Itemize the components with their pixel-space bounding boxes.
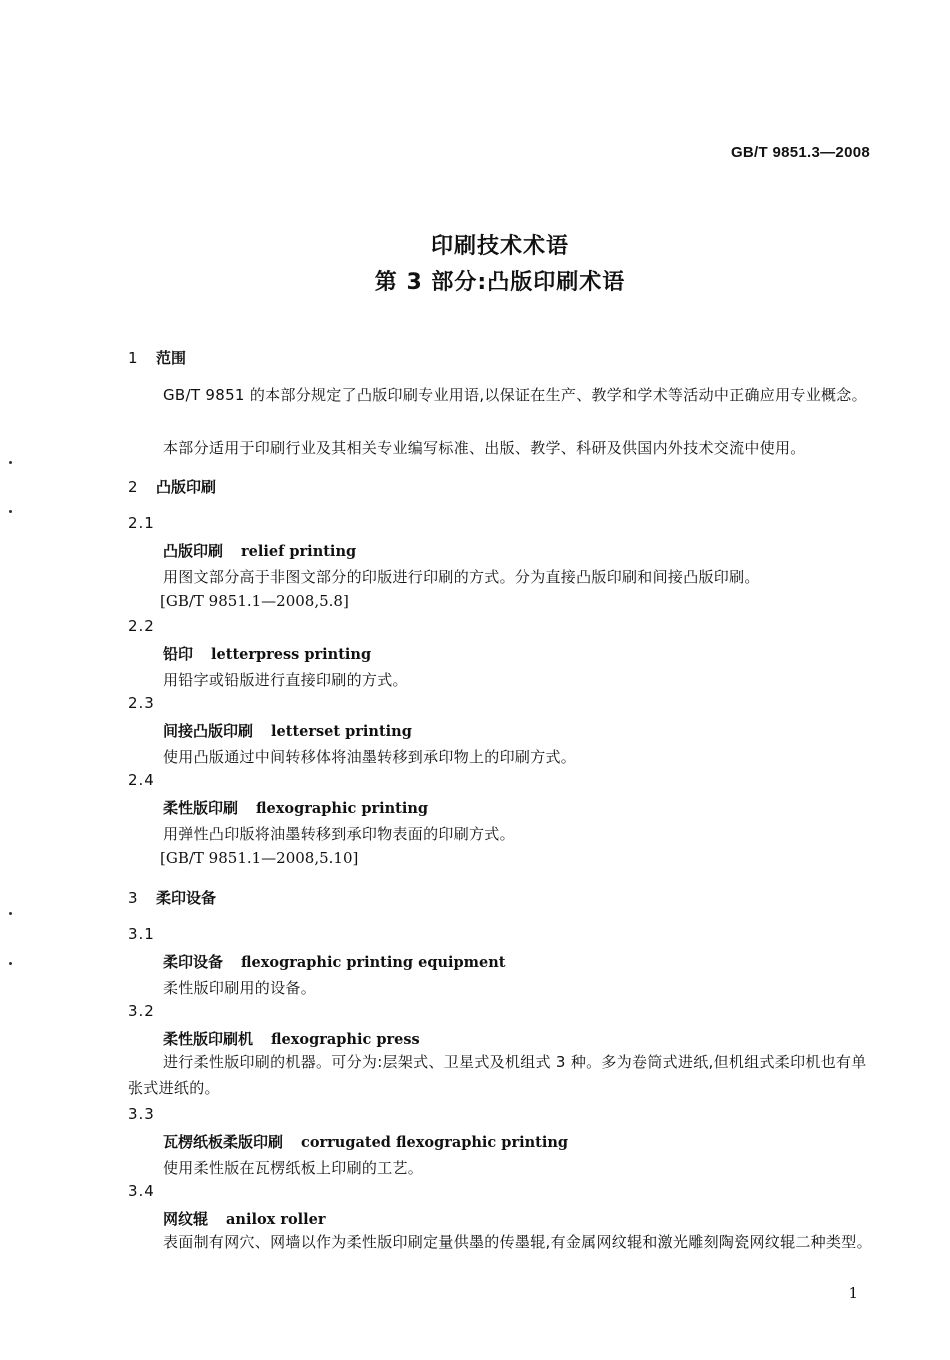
term-definition: 使用凸版通过中间转移体将油墨转移到承印物上的印刷方式。	[163, 748, 577, 766]
clause-number: 2.1	[128, 514, 155, 532]
term-en: flexographic printing equipment	[241, 954, 506, 971]
section-number: 2	[128, 478, 138, 496]
scope-paragraph-1: GB/T 9851 的本部分规定了凸版印刷专业用语,以保证在生产、教学和学术等活动中正确应用专业概念。	[163, 386, 867, 404]
document-subtitle: 第 3 部分:凸版印刷术语	[374, 270, 626, 295]
section-heading-3	[128, 887, 216, 908]
standard-number: GB/T 9851.3—2008	[730, 144, 870, 161]
term-entry	[163, 643, 371, 664]
section-title: 范围	[156, 349, 187, 367]
clause-number: 2.3	[128, 694, 155, 712]
section-title: 柔印设备	[156, 889, 217, 907]
clause-number: 2.2	[128, 617, 155, 635]
term-definition: 表面制有网穴、网墙以作为柔性版印刷定量供墨的传墨辊,有金属网纹辊和激光雕刻陶瓷网纹辊二种类型。	[163, 1233, 872, 1251]
term-en: letterset printing	[271, 723, 412, 740]
clause-number: 3.3	[128, 1105, 155, 1123]
term-en: anilox roller	[226, 1211, 326, 1228]
term-entry	[163, 540, 356, 561]
clause-number: 3.4	[128, 1182, 155, 1200]
term-entry	[163, 951, 505, 972]
term-entry	[163, 797, 428, 818]
section-number: 1	[128, 349, 138, 367]
term-cn: 间接凸版印刷	[163, 722, 254, 740]
term-cn: 柔印设备	[163, 953, 224, 971]
document-title: 印刷技术术语	[430, 234, 569, 259]
term-en: letterpress printing	[211, 646, 372, 663]
term-cn: 网纹辊	[163, 1210, 209, 1228]
scan-mark	[9, 962, 12, 965]
term-cn: 瓦楞纸板柔版印刷	[163, 1133, 284, 1151]
term-definition: 柔性版印刷用的设备。	[163, 979, 317, 997]
scan-mark	[9, 912, 12, 915]
term-entry	[163, 1208, 326, 1229]
term-reference: [GB/T 9851.1—2008,5.8]	[160, 592, 349, 610]
section-heading-1	[128, 347, 186, 368]
section-number: 3	[128, 889, 138, 907]
term-definition: 用弹性凸印版将油墨转移到承印物表面的印刷方式。	[163, 825, 515, 843]
page-number: 1	[848, 1284, 858, 1302]
term-definition: 使用柔性版在瓦楞纸板上印刷的工艺。	[163, 1159, 424, 1177]
term-en: relief printing	[241, 543, 357, 560]
scan-mark	[9, 510, 12, 513]
term-entry	[163, 720, 412, 741]
term-en: corrugated flexographic printing	[301, 1134, 569, 1151]
scan-mark	[9, 461, 12, 464]
term-entry	[163, 1028, 420, 1049]
term-en: flexographic press	[271, 1031, 420, 1048]
clause-number: 3.1	[128, 925, 155, 943]
term-reference: [GB/T 9851.1—2008,5.10]	[160, 849, 359, 867]
term-cn: 柔性版印刷	[163, 799, 239, 817]
term-cn: 柔性版印刷机	[163, 1030, 254, 1048]
section-title: 凸版印刷	[156, 478, 217, 496]
term-cn: 凸版印刷	[163, 542, 224, 560]
term-entry	[163, 1131, 568, 1152]
term-definition: 用铅字或铅版进行直接印刷的方式。	[163, 671, 408, 689]
term-definition: 用图文部分高于非图文部分的印版进行印刷的方式。分为直接凸版印刷和间接凸版印刷。	[163, 568, 760, 586]
term-cn: 铅印	[163, 645, 194, 663]
section-heading-2	[128, 476, 216, 497]
clause-number: 3.2	[128, 1002, 155, 1020]
scope-paragraph-2: 本部分适用于印刷行业及其相关专业编写标准、出版、教学、科研及供国内外技术交流中使用。	[163, 439, 806, 457]
term-definition: 进行柔性版印刷的机器。可分为:层架式、卫星式及机组式 3 种。多为卷筒式进纸,但机组式柔印机也有单张式进纸的。	[128, 1053, 867, 1097]
clause-number: 2.4	[128, 771, 155, 789]
term-en: flexographic printing	[256, 800, 429, 817]
